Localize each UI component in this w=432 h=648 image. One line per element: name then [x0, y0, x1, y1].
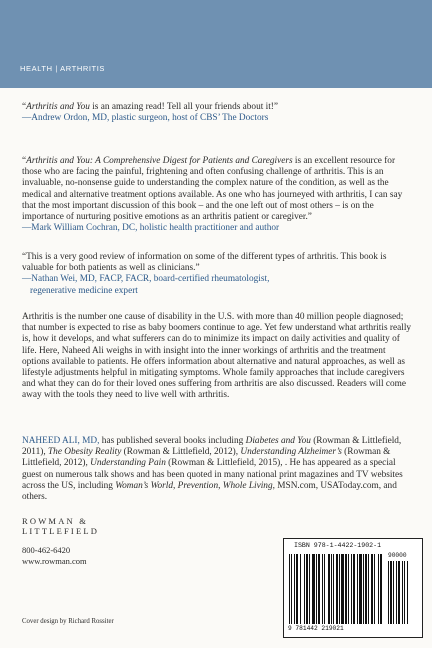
quote-text: is an amazing read! Tell all your friends about it!”: [89, 102, 279, 112]
bio-text: ,: [218, 480, 223, 491]
bio-text: ,: [173, 480, 178, 491]
endorsement-ordon: [22, 102, 414, 124]
barcode-stripe: [345, 554, 347, 624]
barcode-stripe: [398, 561, 400, 624]
publisher-logo-line1: ROWMAN &: [22, 516, 89, 526]
open-quote: “: [22, 102, 27, 112]
barcode-stripe: [353, 554, 355, 624]
barcode-stripe: [300, 554, 301, 624]
publisher-logo-line2: LITTLEFIELD: [22, 526, 100, 536]
publisher-logo: [22, 516, 99, 536]
barcode-stripe: [318, 554, 320, 624]
book-title: Understanding Pain: [90, 458, 166, 469]
endorsement-attribution: —Andrew Ordon, MD, plastic surgeon, host of CBS’ The Doctors: [22, 113, 269, 124]
barcode-stripe: [380, 554, 382, 624]
header-band: [0, 0, 432, 88]
bio-text: (Rowman & Littlefield, 2012),: [22, 447, 391, 469]
magazine-title: Whole Living: [222, 480, 273, 491]
bio-text: , MSN.com, USAToday.com, and others.: [22, 480, 397, 503]
book-title: The Obesity Reality: [48, 447, 122, 458]
barcode-stripe: [396, 561, 397, 624]
bio-text: (Rowman & Littlefield, 2012),: [121, 447, 241, 458]
endorsement-text: [22, 102, 414, 113]
endorsement-text: [22, 156, 414, 223]
barcode-stripe: [336, 554, 338, 624]
ean-barcode-bars: [289, 554, 385, 624]
book-title: Arthritis and You: A Comprehensive Digest for Patients and Caregivers: [26, 156, 293, 166]
barcode-stripe: [333, 554, 334, 624]
barcode-stripe: [404, 561, 405, 624]
open-quote: “: [22, 156, 27, 166]
category-arthritis: ARTHRITIS: [60, 64, 106, 73]
barcode-stripe: [365, 554, 367, 624]
quote-text: is an excellent resource for those who are facing the painful, frightening and often confusing challenge of arthritis. This is an invaluable, no-nonsense guide to understanding the complex nature of the condition, as well as the medical and alternative treatment options available. As one who has journeyed with arthritis, I can say that the most important discussion of this book – and the one left out of most others – is on the importance of nurturing positive emotions as an arthritis patient or caregiver.”: [22, 156, 403, 223]
endorsement-attribution: —Mark William Cochran, DC, holistic health practitioner and author: [22, 223, 280, 234]
addon-barcode-bars: [388, 561, 416, 624]
endorsement-cochran: [22, 156, 414, 234]
publisher-contact: [22, 545, 87, 567]
attribution-line: —Nathan Wei, MD, FACP, FACR, board-certified rheumatologist,: [22, 274, 270, 285]
barcode-stripe: [402, 561, 403, 624]
barcode-stripe: [378, 554, 379, 624]
cover-design-credit: Cover design by Richard Rossiter: [22, 618, 114, 625]
author-name: NAHEED ALI, MD,: [22, 436, 100, 446]
book-title: Diabetes and You: [245, 436, 311, 446]
barcode-stripe: [328, 554, 330, 624]
barcode-stripe: [390, 561, 392, 624]
price-code: 90000: [388, 552, 407, 559]
magazine-title: Prevention: [177, 480, 219, 491]
attribution-line: regenerative medicine expert: [30, 285, 138, 296]
barcode-stripe: [322, 554, 323, 624]
barcode-stripe: [306, 554, 308, 624]
barcode-stripe: [309, 554, 310, 624]
bio-text: (Rowman & Littlefield, 2011),: [22, 436, 402, 458]
category-separator: |: [55, 64, 58, 73]
barcode-digits: 9 781442 219021: [288, 625, 344, 632]
barcode-stripe: [294, 554, 295, 624]
publisher-website: www.rowman.com: [22, 556, 87, 566]
publisher-phone: 800-462-6420: [22, 545, 71, 555]
barcode-stripe: [312, 554, 315, 624]
barcode-stripe: [368, 554, 369, 624]
barcode-stripe: [304, 554, 305, 624]
barcode-stripe: [316, 554, 317, 624]
barcode-stripe: [371, 554, 373, 624]
bio-text: (Rowman & Littlefield, 2015), . He has appeared as a special guest on numerous talk shows and has been quoted in many national print magazines and TV websites across the US, including: [22, 458, 403, 491]
barcode-stripe: [357, 554, 358, 624]
barcode-stripe: [351, 554, 352, 624]
barcode-stripe: [393, 561, 394, 624]
barcode-stripe: [388, 561, 389, 624]
barcode-stripe: [324, 554, 325, 624]
barcode-stripe: [341, 554, 344, 624]
book-title: Arthritis and You: [26, 102, 90, 112]
barcode-stripe: [331, 554, 332, 624]
endorsement-text: “This is a very good review of information on some of the different types of arthritis. This book is valuable for both patients as well as clinicians.”: [22, 252, 387, 274]
book-description: Arthritis is the number one cause of disability in the U.S. with more than 40 million people diagnosed; that number is expected to rise as baby boomers continue to age. Yet few understand what arthritis really is, how it develops, and what sufferers can do to minimize its impact on daily activities and quality of life. Here, Naheed Ali weighs in with insight into the inner workings of arthritis and the treatment options available to patients. He offers information about alternative and natural approaches, as well as lifestyle adjustments helpful in mitigating symptoms. Whole family approaches that include caregivers and what they can do for their loved ones suffering from arthritis are also discussed. Readers will come away with the tools they need to live well with arthritis.: [22, 312, 412, 401]
barcode-stripe: [359, 554, 362, 624]
barcode-stripe: [291, 554, 292, 624]
barcode-stripe: [374, 554, 375, 624]
barcode-stripe: [296, 554, 298, 624]
book-title: Understanding Alzheimer’s: [240, 447, 342, 458]
author-bio: [22, 436, 414, 503]
barcode-stripe: [363, 554, 364, 624]
category-health: HEALTH: [20, 64, 53, 73]
category-label: [20, 64, 105, 73]
barcode-stripe: [339, 554, 340, 624]
barcode-stripe: [348, 554, 349, 624]
magazine-title: Woman’s World: [115, 480, 173, 491]
isbn-barcode: [283, 538, 423, 638]
barcode-stripe: [407, 561, 408, 624]
endorsement-wei: [22, 252, 414, 297]
endorsement-attribution: [22, 274, 414, 296]
barcode-stripe: [289, 554, 290, 624]
bio-text: has published several books including: [99, 436, 246, 446]
isbn-number: ISBN 978-1-4422-1902-1: [294, 542, 382, 549]
